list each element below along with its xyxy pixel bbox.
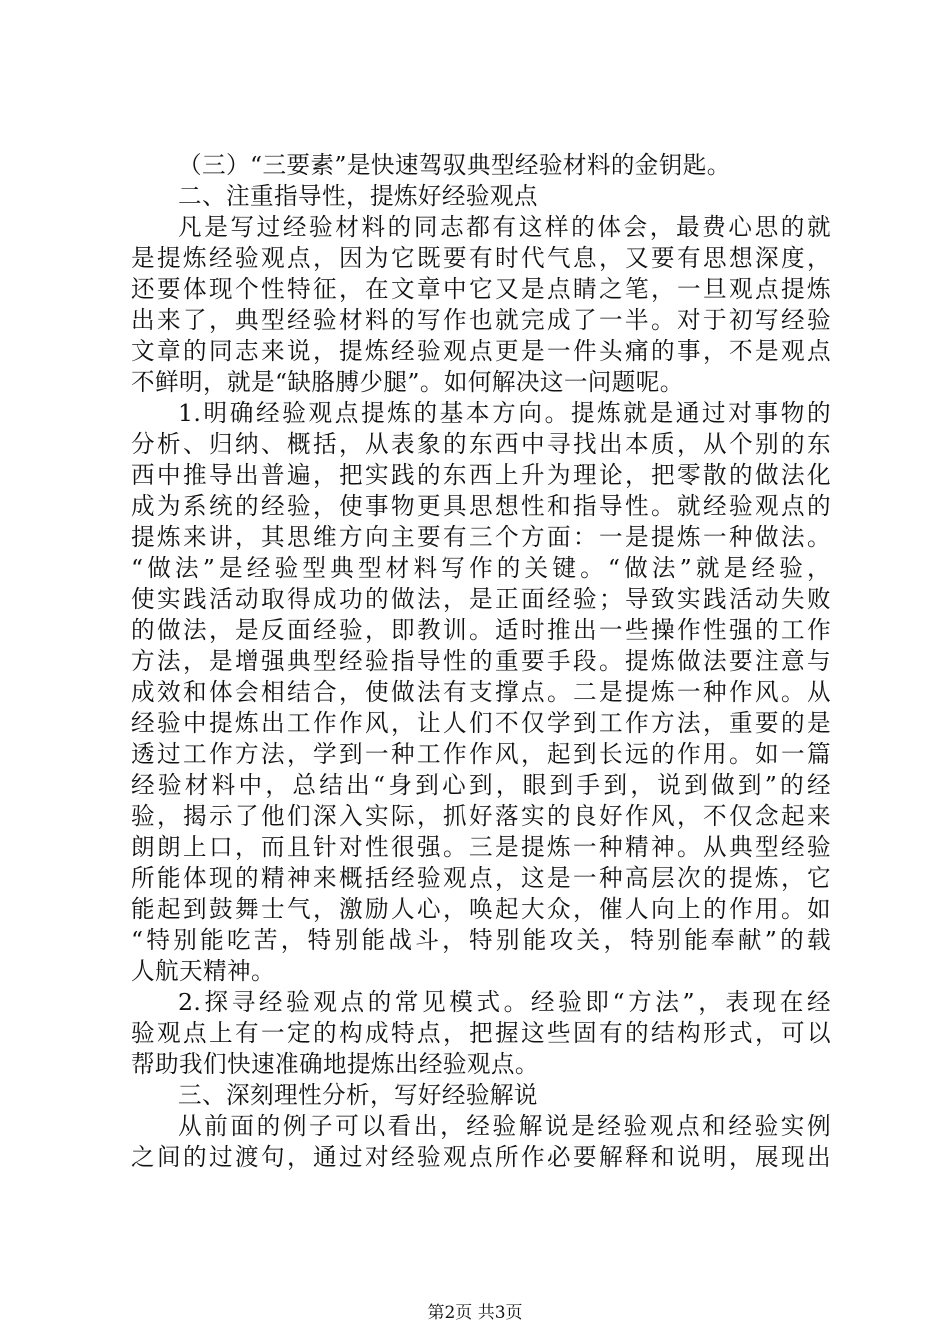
paragraph-line: 朗朗上口，而且针对性很强。三是提炼一种精神。从典型经验 xyxy=(131,833,831,861)
paragraph-line: 分析、归纳、概括，从表象的东西中寻找出本质，从个别的东 xyxy=(131,430,831,458)
paragraph-line: 能起到鼓舞士气，激励人心，唤起大众，催人向上的作用。如 xyxy=(131,895,831,923)
paragraph-line: 不鲜明，就是“缺胳膊少腿”。如何解决这一问题呢。 xyxy=(131,368,684,396)
paragraph-line: 所能体现的精神来概括经验观点，这是一种高层次的提炼，它 xyxy=(131,864,831,892)
paragraph-line: 还要体现个性特征，在文章中它又是点睛之笔，一旦观点提炼 xyxy=(131,275,831,303)
paragraph-line: 的做法，是反面经验，即教训。适时推出一些操作性强的工作 xyxy=(131,616,831,644)
paragraph-line: 透过工作方法，学到一种工作作风，起到长远的作用。如一篇 xyxy=(131,740,831,768)
section-subheading: （三）“三要素”是快速驾驭典型经验材料的金钥匙。 xyxy=(178,151,731,179)
section-heading: 二、注重指导性，提炼好经验观点 xyxy=(178,182,538,210)
section-heading: 三、深刻理性分析，写好经验解说 xyxy=(178,1081,538,1109)
paragraph-line: 1.明确经验观点提炼的基本方向。提炼就是通过对事物的 xyxy=(178,399,831,427)
paragraph-line: 是提炼经验观点，因为它既要有时代气息，又要有思想深度， xyxy=(131,244,831,272)
paragraph-line: 2.探寻经验观点的常见模式。经验即“方法”，表现在经 xyxy=(178,988,831,1016)
page-number-footer: 第2页 共3页 xyxy=(427,1303,523,1323)
paragraph-line: 从前面的例子可以看出，经验解说是经验观点和经验实例 xyxy=(178,1112,831,1140)
paragraph-line: 提炼来讲，其思维方向主要有三个方面：一是提炼一种做法。 xyxy=(131,523,831,551)
paragraph-line: 方法，是增强典型经验指导性的重要手段。提炼做法要注意与 xyxy=(131,647,831,675)
paragraph-line: 凡是写过经验材料的同志都有这样的体会，最费心思的就 xyxy=(178,213,831,241)
paragraph-line: 人航天精神。 xyxy=(131,957,275,985)
paragraph-line: 成为系统的经验，使事物更具思想性和指导性。就经验观点的 xyxy=(131,492,831,520)
paragraph-line: 验，揭示了他们深入实际，抓好落实的良好作风，不仅念起来 xyxy=(131,802,831,830)
paragraph-line: 经验中提炼出工作作风，让人们不仅学到工作方法，重要的是 xyxy=(131,709,831,737)
paragraph-line: 帮助我们快速准确地提炼出经验观点。 xyxy=(131,1050,539,1078)
paragraph-line: 出来了，典型经验材料的写作也就完成了一半。对于初写经验 xyxy=(131,306,831,334)
paragraph-line: 文章的同志来说，提炼经验观点更是一件头痛的事，不是观点 xyxy=(131,337,831,365)
paragraph-line: 西中推导出普遍，把实践的东西上升为理论，把零散的做法化 xyxy=(131,461,831,489)
paragraph-line: 经验材料中，总结出“身到心到，眼到手到，说到做到”的经 xyxy=(131,771,831,799)
paragraph-line: 之间的过渡句，通过对经验观点所作必要解释和说明，展现出 xyxy=(131,1143,831,1171)
paragraph-line: 成效和体会相结合，使做法有支撑点。二是提炼一种作风。从 xyxy=(131,678,831,706)
paragraph-line: “特别能吃苦，特别能战斗，特别能攻关，特别能奉献”的载 xyxy=(131,926,831,954)
paragraph-line: 使实践活动取得成功的做法，是正面经验；导致实践活动失败 xyxy=(131,585,831,613)
paragraph-line: “做法”是经验型典型材料写作的关键。“做法”就是经验， xyxy=(131,554,831,582)
paragraph-line: 验观点上有一定的构成特点，把握这些固有的结构形式，可以 xyxy=(131,1019,831,1047)
